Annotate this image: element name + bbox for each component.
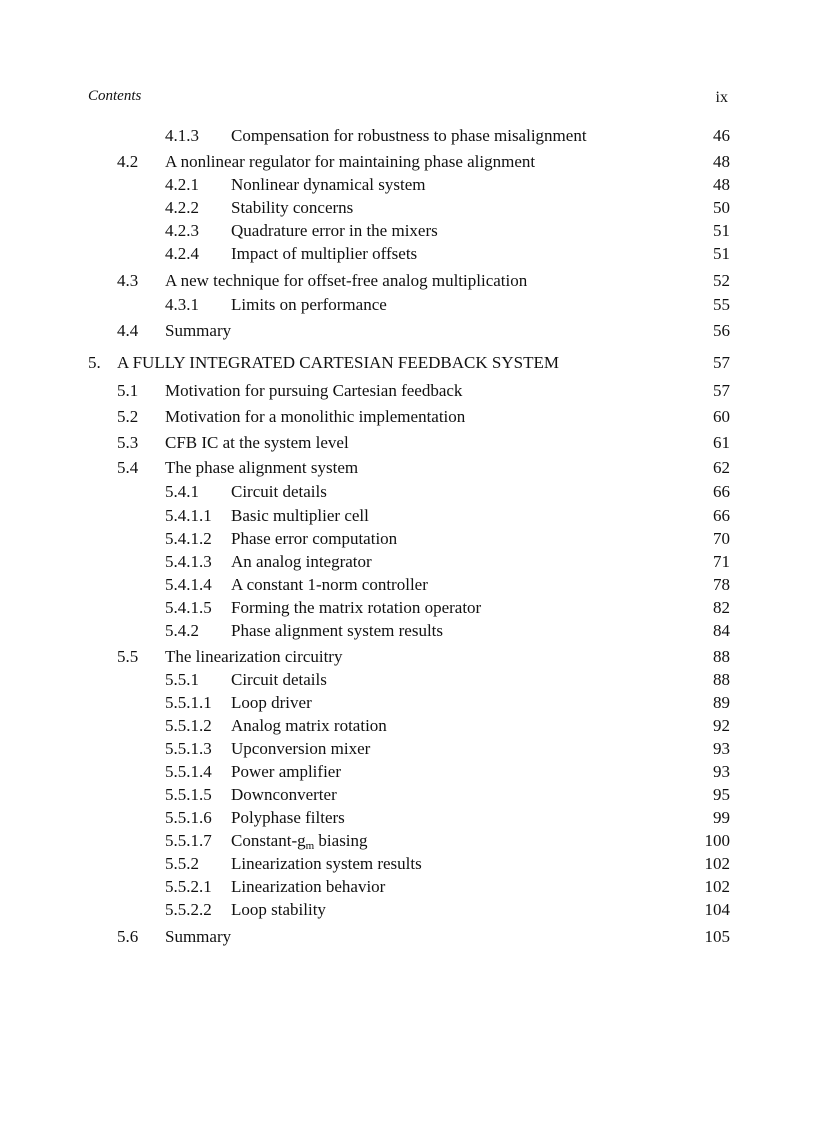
toc-page: 99 [713,808,730,827]
toc-number: 5.4.1 [165,482,199,501]
gm-symbol [297,831,314,850]
toc-number: 5.5.1.1 [165,693,212,712]
toc-title: Phase alignment system results [231,621,444,640]
toc-title-pre: Constant- [231,831,298,850]
toc-number: 5.5.1.4 [165,762,212,781]
toc-page: 66 [713,506,730,525]
toc-entry[interactable] [0,151,816,173]
toc-page: 51 [713,244,730,263]
toc-page: 93 [713,762,730,781]
toc-title: Downconverter [231,785,337,804]
toc-page: 56 [713,321,730,340]
toc-number: 5.5.1.5 [165,785,212,804]
toc-title: Phase error computation [231,529,398,548]
toc-page: 102 [704,854,730,873]
toc-title: The linearization circuitry [165,647,343,666]
toc-title-post: biasing [314,831,368,850]
toc-entry[interactable] [0,528,816,550]
toc-title: A nonlinear regulator for maintaining phase alignment [165,152,536,171]
toc-entry[interactable] [0,853,816,875]
toc-page: 105 [704,927,730,946]
toc-title: Linearization behavior [231,877,386,896]
toc-entry[interactable] [0,320,816,342]
toc-title: Summary [165,321,232,340]
toc-page: 52 [713,271,730,290]
toc-entry[interactable] [0,761,816,783]
toc-entry[interactable] [0,597,816,619]
toc-entry[interactable] [0,669,816,691]
toc-page: 88 [713,670,730,689]
toc-title: Upconversion mixer [231,739,371,758]
toc-entry[interactable] [0,738,816,760]
toc-entry[interactable] [0,574,816,596]
toc-entry[interactable] [0,220,816,242]
toc-title: Linearization system results [231,854,422,873]
toc-title: Loop stability [231,900,326,919]
toc-title: Circuit details [231,670,327,689]
toc-entry[interactable] [0,432,816,454]
running-header-title: Contents [88,88,142,104]
toc-number: 5.5.1.6 [165,808,212,827]
toc-entry[interactable] [0,380,816,402]
toc-number: 5.5 [117,647,139,666]
toc-entry[interactable] [0,646,816,668]
toc-number: 5.2 [117,407,139,426]
toc-entry[interactable] [0,294,816,316]
toc-number: 5.4.1.2 [165,529,212,548]
toc-page: 71 [713,552,730,571]
toc-title: Basic multiplier cell [231,506,369,525]
toc-entry[interactable] [0,692,816,714]
toc-number: 4.2.1 [165,175,199,194]
toc-page: 88 [713,647,730,666]
toc-title [231,830,368,854]
toc-entry[interactable] [0,899,816,921]
toc-number: 5.4.1.3 [165,552,212,571]
toc-entry[interactable] [0,125,816,147]
toc-title: Loop driver [231,693,312,712]
toc-number: 4.3 [117,271,139,290]
toc-title: The phase alignment system [165,458,359,477]
toc-number: 4.3.1 [165,295,199,314]
toc-page: 78 [713,575,730,594]
toc-page: 70 [713,529,730,548]
toc-page: 82 [713,598,730,617]
toc-page: 102 [704,877,730,896]
toc-number: 4.1.3 [165,126,199,145]
toc-number: 5.4.2 [165,621,199,640]
toc-page: 48 [713,152,730,171]
toc-entry[interactable] [0,926,816,948]
toc-title: A new technique for offset-free analog multiplication [165,271,528,290]
toc-title: Analog matrix rotation [231,716,387,735]
toc-entry[interactable] [0,457,816,479]
toc-page: 60 [713,407,730,426]
toc-title: CFB IC at the system level [165,433,349,452]
toc-page: 93 [713,739,730,758]
toc-entry[interactable] [0,481,816,503]
toc-entry[interactable] [0,807,816,829]
toc-title: Forming the matrix rotation operator [231,598,482,617]
page-number: ix [715,89,728,106]
toc-entry[interactable] [0,784,816,806]
toc-entry[interactable] [0,406,816,428]
toc-title: Motivation for pursuing Cartesian feedback [165,381,463,400]
toc-title: A constant 1-norm controller [231,575,428,594]
toc-number: 5.4.1.5 [165,598,212,617]
toc-page: 104 [704,900,730,919]
toc-title: Stability concerns [231,198,354,217]
toc-page: 51 [713,221,730,240]
gm-g: g [297,831,306,850]
toc-title: A FULLY INTEGRATED CARTESIAN FEEDBACK SYSTEM [117,353,559,372]
toc-entry[interactable] [0,620,816,642]
toc-number: 4.2 [117,152,139,171]
toc-title: Summary [165,927,232,946]
toc-title: Polyphase filters [231,808,345,827]
toc-title: Circuit details [231,482,327,501]
toc-number: 5. [88,353,101,372]
gm-subscript: m [305,840,315,852]
toc-page: 57 [713,381,730,400]
toc-number: 5.4.1.1 [165,506,212,525]
toc-number: 5.4.1.4 [165,575,212,594]
toc-page: 100 [704,831,730,850]
toc-number: 4.4 [117,321,139,340]
toc-title: An analog integrator [231,552,372,571]
toc-page: 66 [713,482,730,501]
toc-chapter-entry[interactable] [0,352,816,374]
toc-entry[interactable] [0,270,816,292]
toc-number: 4.2.2 [165,198,199,217]
toc-number: 5.5.2 [165,854,199,873]
toc-title: Limits on performance [231,295,387,314]
toc-entry[interactable] [0,505,816,527]
toc-page: 84 [713,621,730,640]
toc-page: 61 [713,433,730,452]
toc-page: 62 [713,458,730,477]
toc-entry[interactable] [0,830,816,852]
toc-entry[interactable] [0,243,816,265]
toc-entry[interactable] [0,551,816,573]
toc-number: 5.6 [117,927,139,946]
toc-page: 89 [713,693,730,712]
toc-number: 5.5.2.2 [165,900,212,919]
toc-entry[interactable] [0,174,816,196]
toc-page: 57 [713,353,730,372]
toc-number: 5.5.1.7 [165,831,212,850]
toc-title: Compensation for robustness to phase misalignment [231,126,587,145]
toc-page: 46 [713,126,730,145]
toc-number: 5.1 [117,381,139,400]
toc-title: Impact of multiplier offsets [231,244,418,263]
toc-page: 48 [713,175,730,194]
toc-title: Power amplifier [231,762,341,781]
toc-title: Quadrature error in the mixers [231,221,438,240]
toc-page: 50 [713,198,730,217]
toc-page: 92 [713,716,730,735]
toc-number: 4.2.3 [165,221,199,240]
toc-entry[interactable] [0,197,816,219]
toc-title: Motivation for a monolithic implementation [165,407,466,426]
toc-number: 5.5.1.2 [165,716,212,735]
toc-number: 5.5.1 [165,670,199,689]
toc-page: 55 [713,295,730,314]
toc-number: 5.3 [117,433,139,452]
toc-number: 5.5.2.1 [165,877,212,896]
toc-entry[interactable] [0,876,816,898]
toc-title: Nonlinear dynamical system [231,175,426,194]
toc-number: 5.5.1.3 [165,739,212,758]
toc-page: 95 [713,785,730,804]
toc-number: 5.4 [117,458,139,477]
toc-entry[interactable] [0,715,816,737]
toc-number: 4.2.4 [165,244,199,263]
